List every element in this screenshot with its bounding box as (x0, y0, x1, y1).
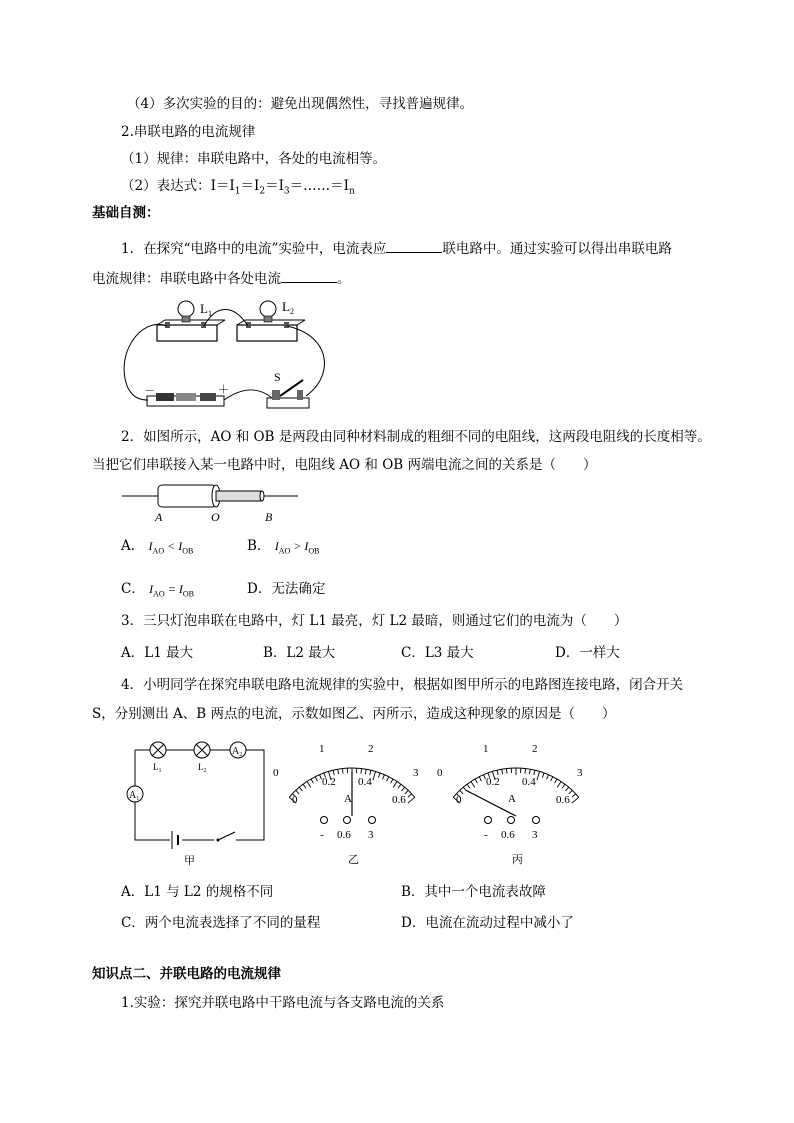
svg-text:1: 1 (319, 743, 325, 755)
meter-tick (471, 781, 475, 787)
q4-option-b[interactable]: B．其中一个电流表故障 (401, 884, 546, 900)
svg-text:0.4: 0.4 (522, 776, 536, 788)
q3-option-a[interactable]: A．L1 最大 (121, 645, 194, 661)
knowledge-point-2-heading: 知识点二、并联电路的电流规律 (92, 966, 281, 982)
meter-tick (338, 769, 339, 774)
meter-tick (534, 770, 535, 775)
meter-tick (382, 775, 384, 780)
meter-tick (555, 779, 558, 783)
meter-tick (303, 784, 306, 788)
question-4-line-2: S，分别测出 A、B 两点的电流，示数如图乙、丙所示，造成这种现象的原因是（ ） (92, 706, 616, 722)
q3-option-b[interactable]: B．L2 最大 (263, 645, 336, 661)
svg-text:3: 3 (577, 767, 583, 779)
meter-tick (361, 769, 362, 774)
heading-series-current: 2.串联电路的电流规律 (121, 124, 256, 140)
text-expression: （2）表达式：$I=I_1=I_2=I_3=\dots\dots=I_n$ (121, 178, 355, 197)
meter-tick (537, 771, 540, 780)
meter-tick (387, 777, 389, 781)
meter-tick (479, 777, 481, 781)
svg-text:0: 0 (292, 794, 298, 806)
svg-text:2: 2 (368, 743, 374, 755)
svg-text:3: 3 (413, 767, 419, 779)
answer-blank (281, 270, 337, 283)
meter-tick (572, 794, 576, 797)
meter-tick (315, 777, 317, 781)
q4-option-c[interactable]: C．两个电流表选择了不同的量程 (121, 915, 321, 931)
q4-option-a[interactable]: A．L1 与 L2 的规格不同 (121, 884, 274, 900)
circuit-figure-1 (120, 296, 330, 416)
meter-tick (333, 770, 334, 775)
meter-tick (401, 787, 404, 791)
svg-text:0.2: 0.2 (486, 776, 500, 788)
question-2-line-2: 当把它们串联接入某一电路中时，电阻线 AO 和 OB 两端电流之间的关系是（ ） (92, 457, 597, 473)
answer-blank (386, 240, 442, 253)
svg-text:0.2: 0.2 (322, 776, 336, 788)
svg-text:0.4: 0.4 (358, 776, 372, 788)
meter-tick (342, 769, 343, 774)
meter-tick (525, 769, 526, 774)
meter-tick (398, 784, 401, 788)
svg-text:3: 3 (532, 829, 538, 841)
svg-text:L2: $L_2$ (198, 762, 207, 774)
svg-text:2: 2 (532, 743, 538, 755)
q2-option-a[interactable]: A． $I_{AO} < I_{OB}$ (121, 538, 194, 556)
meter-tick (551, 777, 553, 781)
svg-text:0: 0 (273, 767, 279, 779)
meter-tick (557, 781, 561, 787)
svg-text:L1: $L_1$ (200, 301, 212, 318)
question-1-line-2: 电流规律：串联电路中各处电流 。 (92, 271, 351, 287)
meter-tick (408, 794, 412, 797)
text-line-4: （4）多次实验的目的：避免出现偶然性，寻找普遍规律。 (127, 96, 474, 112)
svg-text:0.6: 0.6 (392, 794, 406, 806)
question-3-stem: 3．三只灯泡串联在电路中，灯 L1 最亮，灯 L2 最暗，则通过它们的电流为（ ） (121, 613, 628, 629)
meter-tick (506, 769, 507, 774)
meter-tick (378, 773, 380, 778)
question-4-line-1: 4．小明同学在探究串联电路电流规律的实验中，根据如图甲所示的电路图连接电路，闭合开关 (121, 677, 684, 693)
svg-text:A2: $A_2$ (232, 746, 243, 758)
meter-tick (542, 773, 544, 778)
svg-text:A1: $A_1$ (129, 790, 140, 802)
meter-tick (373, 771, 376, 780)
meter-tick (502, 769, 503, 774)
meter-tick (299, 787, 302, 791)
svg-text:-: - (320, 829, 324, 841)
meter-tick (562, 784, 565, 788)
meter-tick (370, 770, 371, 775)
meter-tick (391, 779, 394, 783)
meter-tick (311, 779, 314, 783)
svg-text:A: A (155, 510, 163, 524)
svg-text:乙: 乙 (348, 854, 359, 866)
meter-tick (467, 784, 470, 788)
svg-text:3: 3 (368, 829, 374, 841)
meter-tick (546, 775, 548, 780)
svg-text:＋: ＋ (218, 384, 229, 396)
knowledge-point-2-experiment: 1.实验：探究并联电路中干路电流与各支路电流的关系 (121, 995, 445, 1011)
q2-option-b[interactable]: B． $I_{AO} > I_{OB}$ (247, 538, 320, 556)
question-2-line-1: 2．如图所示，AO 和 OB 是两段由同种材料制成的粗细不同的电阻线，这两段电阻线的长度相等。 (121, 429, 711, 445)
svg-text:A: A (344, 793, 352, 805)
svg-text:L1: $L_1$ (153, 762, 162, 774)
bulb-icon (178, 301, 194, 317)
svg-text:B: B (265, 510, 273, 524)
svg-text:甲: 甲 (184, 855, 195, 867)
meter-tick (497, 770, 498, 775)
svg-text:L2: $L_2$ (282, 299, 294, 316)
svg-text:1: 1 (483, 743, 489, 755)
svg-text:－: － (144, 385, 155, 397)
circuit-diagram-jia (120, 738, 270, 868)
ammeter-bing (436, 738, 596, 868)
resistor-wire-figure (122, 480, 302, 525)
ammeter-yi (272, 738, 432, 868)
text-rule: （1）规律：串联电路中，各处的电流相等。 (121, 151, 387, 167)
q4-option-d[interactable]: D．电流在流动过程中减小了 (401, 915, 574, 931)
meter-tick (572, 797, 579, 803)
self-test-heading: 基础自测： (92, 205, 160, 221)
meter-tick (529, 769, 530, 774)
meter-tick (393, 781, 397, 787)
question-1-line-1: 1．在探究“电路中的电流”实验中，电流表应 联电路中。通过实验可以得出串联电路 (121, 241, 672, 257)
svg-text:0: 0 (437, 767, 443, 779)
svg-text:S: S (274, 370, 281, 384)
meter-tick (307, 781, 311, 787)
q3-option-d[interactable]: D．一样大 (555, 645, 620, 661)
meter-tick (475, 779, 478, 783)
meter-tick (565, 787, 568, 791)
bulb-icon (260, 301, 276, 317)
meter-tick (408, 797, 415, 803)
svg-text:O: O (211, 510, 220, 524)
svg-text:0.6: 0.6 (337, 829, 351, 841)
q2-option-d[interactable]: D．无法确定 (247, 581, 326, 597)
meter-tick (365, 769, 366, 774)
svg-text:0: 0 (456, 794, 462, 806)
svg-text:丙: 丙 (512, 854, 523, 866)
svg-text:-: - (484, 829, 488, 841)
q2-option-c[interactable]: C． $I_{AO} = I_{OB}$ (121, 581, 194, 599)
svg-text:A: A (508, 793, 516, 805)
svg-text:0.6: 0.6 (501, 829, 515, 841)
q3-option-c[interactable]: C．L3 最大 (401, 645, 474, 661)
svg-text:0.6: 0.6 (556, 794, 570, 806)
